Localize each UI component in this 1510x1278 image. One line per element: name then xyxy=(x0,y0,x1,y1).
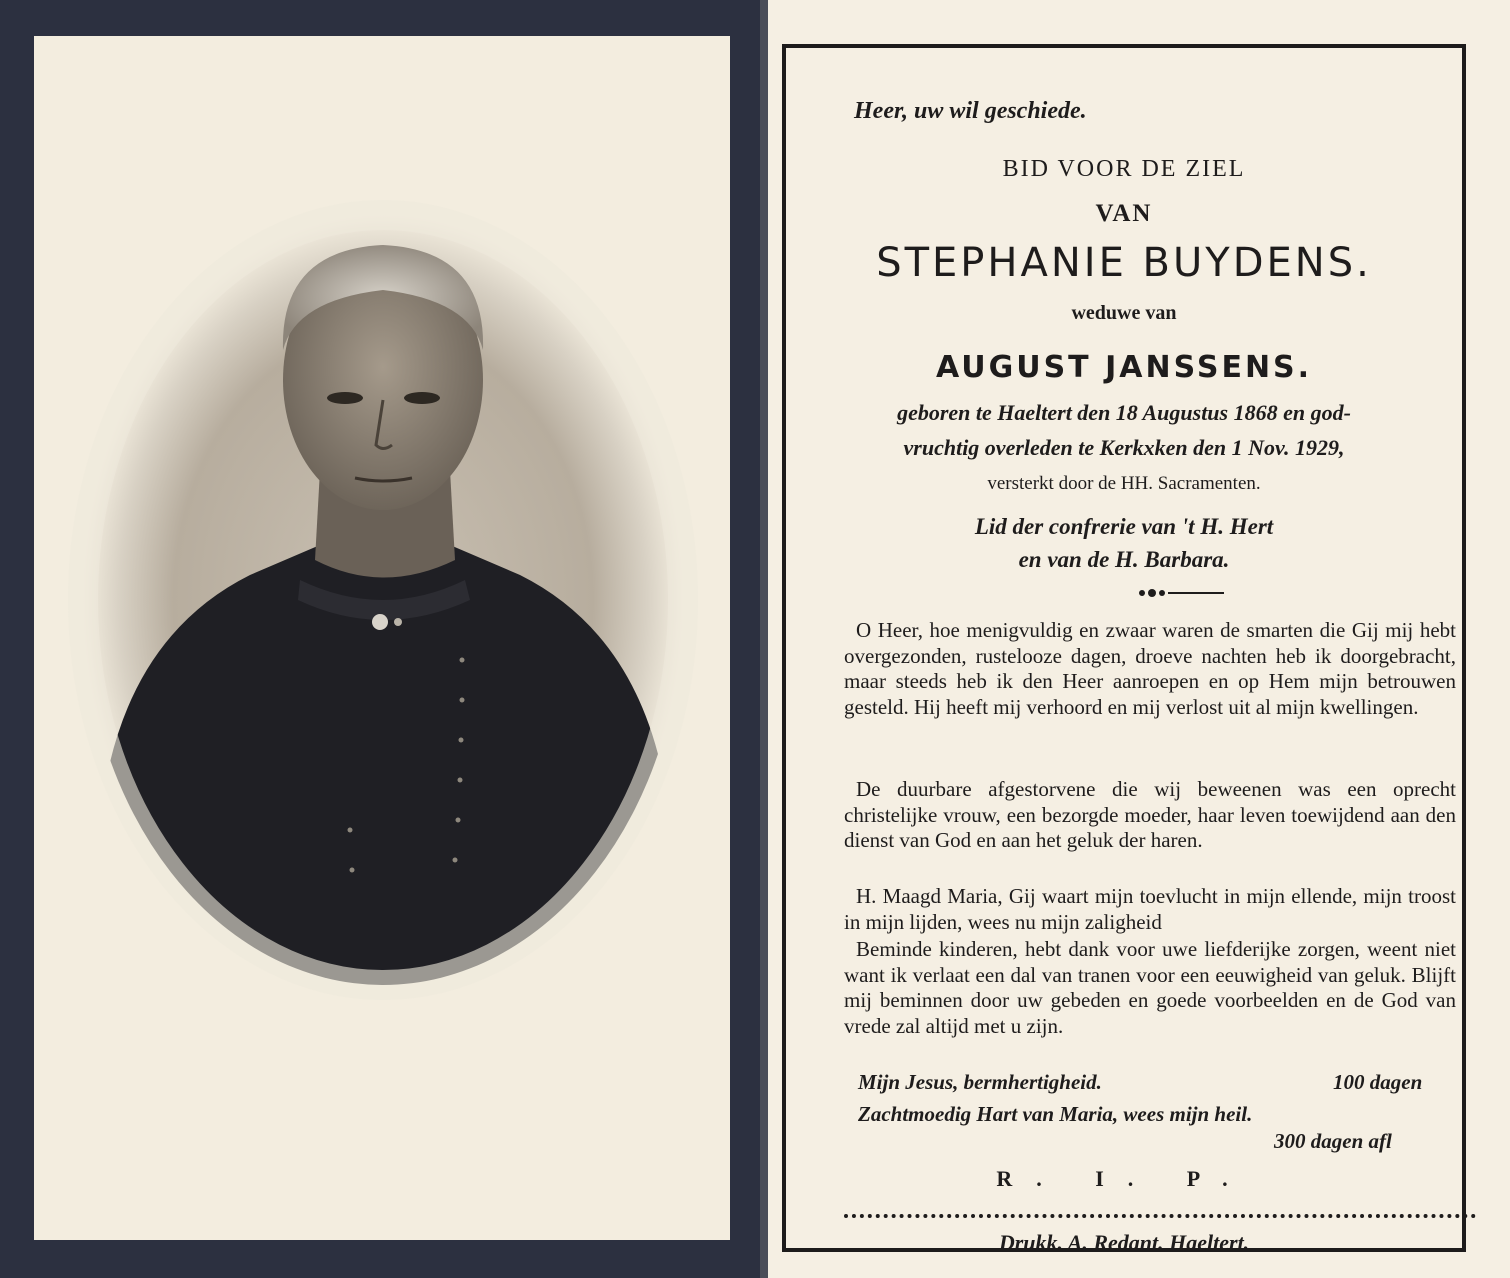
death-line-2: vruchtig overleden te Kerkxken den 1 Nov. 1929, xyxy=(903,435,1345,460)
confraternity-line-1: Lid der confrerie van 't H. Hert xyxy=(974,514,1274,539)
paragraph-2: De duurbare afgestorvene die wij beweenen was een oprecht christelijke vrouw, een bezorgde moeder, haar leven toewijdend aan den dienst van God en aan het geluk der haren. xyxy=(844,777,1456,853)
greeting: Heer, uw wil geschiede. xyxy=(854,98,1087,124)
ornament-divider-icon xyxy=(1136,586,1226,600)
bid-voor-de-ziel: BID VOOR DE ZIEL xyxy=(1002,156,1246,182)
paragraph-3: H. Maagd Maria, Gij waart mijn toevlucht in mijn ellende, mijn troost in mijn lijden, wees nu mijn zaligheid xyxy=(844,884,1456,934)
confraternity-line-2: en van de H. Barbara. xyxy=(1018,547,1230,572)
van-heading: VAN xyxy=(1095,200,1153,227)
indulgence-1-days: 100 dagen xyxy=(1333,1070,1423,1094)
paragraph-1: O Heer, hoe menigvuldig en zwaar waren de smarten die Gij mij hebt overgezonden, rustelooze dagen, droeve nachten heb ik doorgebracht, maar steeds heb ik den Heer aanroepen en op Hem mijn betrouwen gesteld. Hij heeft mij verhoord en mij verlost uit al mijn kwellingen. xyxy=(844,618,1456,719)
weduwe-van: weduwe van xyxy=(1071,302,1177,324)
indulgence-2-days: 300 dagen afl xyxy=(1274,1129,1392,1153)
paragraph-4: Beminde kinderen, hebt dank voor uwe liefderijke zorgen, weent niet want ik verlaat een dal van tranen voor een eeuwigheid van geluk. Blijft mij beminnen door uw gebeden en goede voorbeelden en de God van vrede zal altijd met u zijn. xyxy=(844,937,1456,1038)
deceased-name: STEPHANIE BUYDENS. xyxy=(876,240,1372,286)
husband-name: AUGUST JANSSENS. xyxy=(935,350,1313,385)
rip: R. I. P. xyxy=(996,1166,1252,1191)
birth-line-1: geboren te Haeltert den 18 Augustus 1868 en god- xyxy=(897,400,1351,425)
dotted-divider xyxy=(844,1214,1476,1218)
indulgence-2-text: Zachtmoedig Hart van Maria, wees mijn heil. xyxy=(858,1102,1253,1126)
sacraments-line: versterkt door de HH. Sacramenten. xyxy=(987,473,1261,494)
card-edge xyxy=(760,0,768,1278)
printer-credit: Drukk. A. Redant. Haeltert. xyxy=(998,1230,1250,1255)
indulgence-1-text: Mijn Jesus, bermhertigheid. xyxy=(858,1070,1102,1094)
card-frame xyxy=(782,44,1466,1255)
memorial-text-card xyxy=(760,0,1510,1278)
